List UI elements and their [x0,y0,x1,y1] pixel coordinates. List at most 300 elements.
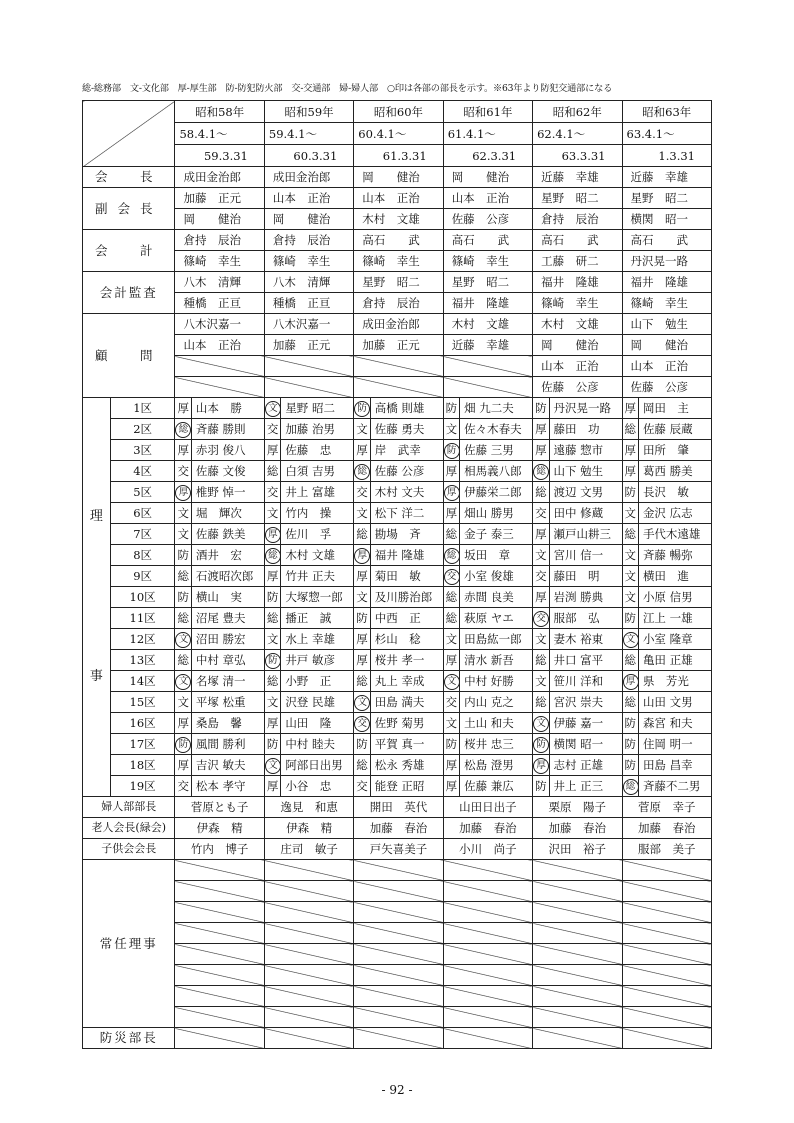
dept-abbrev: 厚 [356,653,368,667]
director-name: 横田 進 [638,566,711,587]
dept-abbrev: 総 [445,527,458,541]
komon-name: 八木沢嘉一 [175,314,264,335]
komon-name [354,377,443,398]
district-number: 12区 [110,629,175,650]
dept-tag [533,461,549,482]
dept-abbrev: 防 [624,611,636,625]
dept-tag [443,566,459,587]
director-name: 横関 昭一 [549,734,622,755]
director-name: 遠藤 惣市 [549,440,622,461]
director-name: 石渡昭次郎 [191,566,264,587]
dept-abbrev: 総 [266,674,279,688]
director-name: 江上 一雄 [638,608,711,629]
dept-tag [533,419,549,440]
director-name: 田中 修蔵 [549,503,622,524]
dept-head-circle: 防 [265,653,281,669]
kaicho-name: 成田金治郎 [175,167,264,188]
kaicho-name: 成田金治郎 [264,167,353,188]
dept-head-circle: 総 [444,548,460,564]
dept-head-circle: 厚 [265,527,281,543]
director-name: 井上 富雄 [281,482,354,503]
dept-abbrev: 総 [624,527,636,541]
dept-abbrev: 文 [177,695,189,709]
table-row [83,944,712,965]
kansa-name: 星野 昭二 [354,272,443,293]
komon-name [175,377,264,398]
table-row [83,986,712,1007]
table-row [83,101,712,123]
dept-tag [443,545,459,566]
legend: 総-総務部 文-文化部 厚-厚生部 防-防犯防火部 交-交通部 婦-婦人部 ○印は各部の部長を示す。※63年より防犯交通部になる [82,83,613,94]
director-name: 酒井 宏 [191,545,264,566]
komon-name: 山本 正治 [622,356,712,377]
table-row [83,776,712,797]
director-name: 水上 幸雄 [281,629,354,650]
dept-tag [354,398,370,419]
director-name: 岡田 主 [638,398,711,419]
dept-tag [354,482,370,503]
dept-abbrev: 防 [177,590,189,604]
kaikei-name: 篠崎 幸生 [175,251,264,272]
dept-abbrev: 総 [266,464,279,478]
kansa-name: 倉持 辰治 [354,293,443,314]
dept-tag [354,524,370,545]
director-name: 畑 九二夫 [460,398,533,419]
dept-tag [622,608,638,629]
director-name: 佐藤 勇夫 [370,419,443,440]
komon-name: 佐藤 公彦 [533,377,622,398]
empty-cell [533,1007,622,1028]
kansa-name: 福井 隆雄 [622,272,712,293]
director-name: 井戸 敏彦 [281,650,354,671]
district-number: 18区 [110,755,175,776]
kansa-name: 星野 昭二 [443,272,532,293]
director-name: 葛西 勝美 [638,461,711,482]
table-row [83,1028,712,1049]
dept-tag [443,755,459,776]
komon-name: 成田金治郎 [354,314,443,335]
table-row [83,881,712,902]
fujin-name: 栗原 陽子 [533,797,622,818]
officer-roster-table [82,100,712,1049]
dept-tag [443,650,459,671]
dept-abbrev: 防 [266,737,279,751]
dept-abbrev: 文 [356,422,368,436]
bosai-label: 防災部長 [83,1028,175,1049]
dept-head-circle: 交 [354,716,370,732]
table-row [83,209,712,230]
dept-abbrev: 文 [445,422,458,436]
table-row [83,545,712,566]
director-name: 伊藤 嘉一 [549,713,622,734]
dept-abbrev: 防 [177,548,189,562]
director-name: 宮川 信一 [549,545,622,566]
district-number: 9区 [110,566,175,587]
director-name: 佐藤 三男 [460,440,533,461]
dept-tag [443,776,459,797]
director-name: 藤田 功 [549,419,622,440]
era-end: 59.3.31 [175,145,264,167]
fukukaicho-name: 星野 昭二 [533,188,622,209]
dept-abbrev: 交 [356,779,368,793]
kansa-name: 福井 隆雄 [443,293,532,314]
dept-head-circle: 厚 [354,548,370,564]
kodomo-name: 服部 美子 [622,839,712,860]
director-name: 田島 昌幸 [638,755,711,776]
dept-tag [622,713,638,734]
director-name: 佐川 孚 [281,524,354,545]
empty-cell [264,986,353,1007]
dept-head-circle: 文 [175,632,191,648]
empty-cell [175,860,264,881]
fukukaicho-name: 山本 正治 [354,188,443,209]
director-name: 小室 隆章 [638,629,711,650]
table-row [83,860,712,881]
dept-head-circle: 総 [354,464,370,480]
kodomo-name: 戸矢喜美子 [354,839,443,860]
kodomo-name: 小川 尚子 [443,839,532,860]
director-name: 桜井 孝一 [370,650,443,671]
dept-tag [264,545,280,566]
dept-tag [175,524,191,545]
dept-abbrev: 交 [177,464,189,478]
table-row [83,440,712,461]
kaikei-name: 倉持 辰治 [264,230,353,251]
era-end: 63.3.31 [533,145,622,167]
dept-tag [264,734,280,755]
dept-tag [443,734,459,755]
director-name: 中村 章弘 [191,650,264,671]
rojin-name: 加藤 春治 [443,818,532,839]
fukukaicho-name: 山本 正治 [443,188,532,209]
rojin-name: 伊森 精 [264,818,353,839]
director-name: 住岡 明一 [638,734,711,755]
dept-tag [443,524,459,545]
director-name: 瀬戸山耕三 [549,524,622,545]
director-name: 佐藤 兼広 [460,776,533,797]
table-row [83,650,712,671]
dept-abbrev: 文 [266,632,279,646]
komon-name: 佐藤 公彦 [622,377,712,398]
director-name: 斉藤 暢弥 [638,545,711,566]
dept-tag [533,524,549,545]
director-name: 松永 秀雄 [370,755,443,776]
dept-tag [264,755,280,776]
director-name: 沼田 勝宏 [191,629,264,650]
empty-cell [533,1028,622,1049]
era-name: 昭和62年 [533,101,622,123]
director-name: 田島 満夫 [370,692,443,713]
kansa-name: 篠崎 幸生 [622,293,712,314]
kaicho-name: 岡 健治 [443,167,532,188]
komon-name [443,356,532,377]
dept-tag [354,503,370,524]
dept-tag [443,713,459,734]
komon-name [443,377,532,398]
empty-cell [175,965,264,986]
dept-tag [533,398,549,419]
director-name: 藤田 明 [549,566,622,587]
empty-cell [622,944,712,965]
dept-tag [443,398,459,419]
director-name: 桜井 忠三 [460,734,533,755]
table-row [83,608,712,629]
director-name: 沼尾 豊夫 [191,608,264,629]
table-row [83,734,712,755]
empty-cell [264,923,353,944]
dept-abbrev: 文 [356,506,368,520]
empty-cell [354,1007,443,1028]
dept-tag [175,461,191,482]
page-number: - 92 - [381,1083,413,1097]
dept-tag [354,608,370,629]
dept-tag [533,650,549,671]
director-name: 金沢 広志 [638,503,711,524]
empty-cell [264,1028,353,1049]
dept-abbrev: 厚 [624,401,636,415]
dept-tag [533,587,549,608]
dept-tag [175,398,191,419]
director-name: 名塚 清一 [191,671,264,692]
dept-tag [622,671,638,692]
director-name: 吉沢 敏夫 [191,755,264,776]
dept-tag [622,755,638,776]
empty-cell [533,881,622,902]
dept-head-circle: 厚 [623,674,639,690]
director-name: 岩渕 勝典 [549,587,622,608]
district-number: 17区 [110,734,175,755]
era-name: 昭和60年 [354,101,443,123]
director-name: 椎野 悼一 [191,482,264,503]
dept-abbrev: 総 [535,695,547,709]
dept-abbrev: 厚 [535,422,547,436]
empty-cell [175,881,264,902]
dept-tag [354,587,370,608]
director-name: 岸 武幸 [370,440,443,461]
director-name: 及川勝治郎 [370,587,443,608]
district-number: 10区 [110,587,175,608]
kaikei-name: 工藤 研二 [533,251,622,272]
dept-tag [354,440,370,461]
fujin-name: 逸見 和恵 [264,797,353,818]
dept-abbrev: 厚 [445,758,458,772]
rojin-name: 加藤 春治 [622,818,712,839]
empty-cell [354,881,443,902]
kansa-name: 八木 清輝 [264,272,353,293]
rojin-name: 加藤 春治 [533,818,622,839]
kodomo-name: 竹内 博子 [175,839,264,860]
director-name: 清水 新吾 [460,650,533,671]
director-name: 菊田 敏 [370,566,443,587]
director-name: 志村 正雄 [549,755,622,776]
dept-tag [175,440,191,461]
rojin-name: 加藤 春治 [354,818,443,839]
empty-cell [443,986,532,1007]
dept-abbrev: 防 [356,737,368,751]
dept-abbrev: 交 [535,506,547,520]
kansa-name: 篠崎 幸生 [533,293,622,314]
dept-abbrev: 総 [624,422,636,436]
empty-cell [264,944,353,965]
table-row [83,230,712,251]
director-name: 赤羽 俊八 [191,440,264,461]
dept-abbrev: 厚 [535,443,547,457]
dept-tag [175,608,191,629]
empty-cell [622,881,712,902]
dept-abbrev: 総 [177,569,189,583]
dept-head-circle: 交 [533,611,549,627]
era-start: 59.4.1～ [264,123,353,145]
empty-cell [622,923,712,944]
era-start: 60.4.1～ [354,123,443,145]
era-end: 60.3.31 [264,145,353,167]
kaikei-name: 篠崎 幸生 [443,251,532,272]
dept-tag [443,671,459,692]
dept-tag [622,398,638,419]
dept-tag [354,734,370,755]
director-name: 丸上 幸成 [370,671,443,692]
dept-abbrev: 厚 [624,443,636,457]
dept-tag [622,440,638,461]
table-row [83,188,712,209]
dept-abbrev: 文 [445,716,458,730]
fukukaicho-name: 横関 昭一 [622,209,712,230]
director-name: 服部 弘 [549,608,622,629]
district-number: 19区 [110,776,175,797]
komon-name: 岡 健治 [622,335,712,356]
dept-tag [175,503,191,524]
director-name: 内山 克之 [460,692,533,713]
kansa-label: 会計監査 [83,272,175,314]
table-row [83,755,712,776]
director-name: 田島紘一郎 [460,629,533,650]
empty-cell [175,902,264,923]
director-name: 井上 正三 [549,776,622,797]
director-name: 加藤 治男 [281,419,354,440]
fukukaicho-name: 木村 文雄 [354,209,443,230]
komon-name: 加藤 正元 [354,335,443,356]
dept-abbrev: 交 [266,485,279,499]
empty-cell [443,944,532,965]
kaikei-name: 高石 武 [533,230,622,251]
dept-abbrev: 文 [445,632,458,646]
director-name: 沢登 民雄 [281,692,354,713]
dept-tag [533,482,549,503]
dept-tag [354,755,370,776]
table-row [83,419,712,440]
rojin-name: 伊森 精 [175,818,264,839]
era-name: 昭和59年 [264,101,353,123]
dept-head-circle: 防 [533,737,549,753]
director-name: 福井 隆雄 [370,545,443,566]
director-name: 山下 勉生 [549,461,622,482]
director-name: 大塚惣一郎 [281,587,354,608]
era-name: 昭和61年 [443,101,532,123]
empty-cell [175,1007,264,1028]
dept-tag [175,713,191,734]
director-name: 県 芳光 [638,671,711,692]
dept-tag [622,419,638,440]
table-row [83,839,712,860]
director-name: 赤間 良美 [460,587,533,608]
empty-cell [354,944,443,965]
dept-tag [443,692,459,713]
kaikei-name: 高石 武 [443,230,532,251]
kansa-name: 八木 清輝 [175,272,264,293]
dept-abbrev: 文 [624,548,636,562]
dept-tag [264,503,280,524]
dept-abbrev: 文 [177,527,189,541]
dept-tag [175,419,191,440]
table-row [83,524,712,545]
director-name: 杉山 稔 [370,629,443,650]
empty-cell [533,944,622,965]
dept-abbrev: 総 [624,695,636,709]
dept-tag [264,776,280,797]
empty-cell [354,1028,443,1049]
district-number: 2区 [110,419,175,440]
district-number: 11区 [110,608,175,629]
dept-abbrev: 厚 [177,443,189,457]
empty-cell [443,1007,532,1028]
dept-tag [264,692,280,713]
dept-head-circle: 文 [623,632,639,648]
dept-head-circle: 文 [533,716,549,732]
fukukaicho-name: 佐藤 公彦 [443,209,532,230]
dept-tag [264,671,280,692]
director-name: 堀 輝次 [191,503,264,524]
dept-head-circle: 厚 [533,758,549,774]
dept-tag [264,398,280,419]
director-name: 佐藤 鉄美 [191,524,264,545]
district-number: 16区 [110,713,175,734]
dept-abbrev: 文 [624,569,636,583]
dept-tag [622,587,638,608]
director-name: 木村 文夫 [370,482,443,503]
kansa-name: 福井 隆雄 [533,272,622,293]
dept-abbrev: 厚 [445,464,458,478]
dept-tag [354,650,370,671]
dept-abbrev: 厚 [356,569,368,583]
district-number: 14区 [110,671,175,692]
kaikei-label: 会 計 [83,230,175,272]
dept-abbrev: 防 [445,737,458,751]
empty-cell [175,944,264,965]
empty-cell [264,1007,353,1028]
fukukaicho-name: 加藤 正元 [175,188,264,209]
dept-tag [175,482,191,503]
kodomo-label: 子供会会長 [83,839,175,860]
director-name: 坂田 章 [460,545,533,566]
dept-abbrev: 厚 [535,527,547,541]
director-name: 佐々木春夫 [460,419,533,440]
era-start: 61.4.1～ [443,123,532,145]
director-name: 勘場 斉 [370,524,443,545]
director-name: 佐藤 辰蔵 [638,419,711,440]
dept-tag [175,629,191,650]
dept-abbrev: 厚 [266,443,279,457]
fujin-name: 開田 英代 [354,797,443,818]
empty-cell [175,923,264,944]
dept-tag [354,566,370,587]
director-name: 高橋 則雄 [370,398,443,419]
komon-name: 加藤 正元 [264,335,353,356]
fukukaicho-name: 山本 正治 [264,188,353,209]
dept-abbrev: 防 [535,779,547,793]
dept-abbrev: 厚 [356,632,368,646]
kaikei-name: 篠崎 幸生 [264,251,353,272]
dept-tag [443,608,459,629]
